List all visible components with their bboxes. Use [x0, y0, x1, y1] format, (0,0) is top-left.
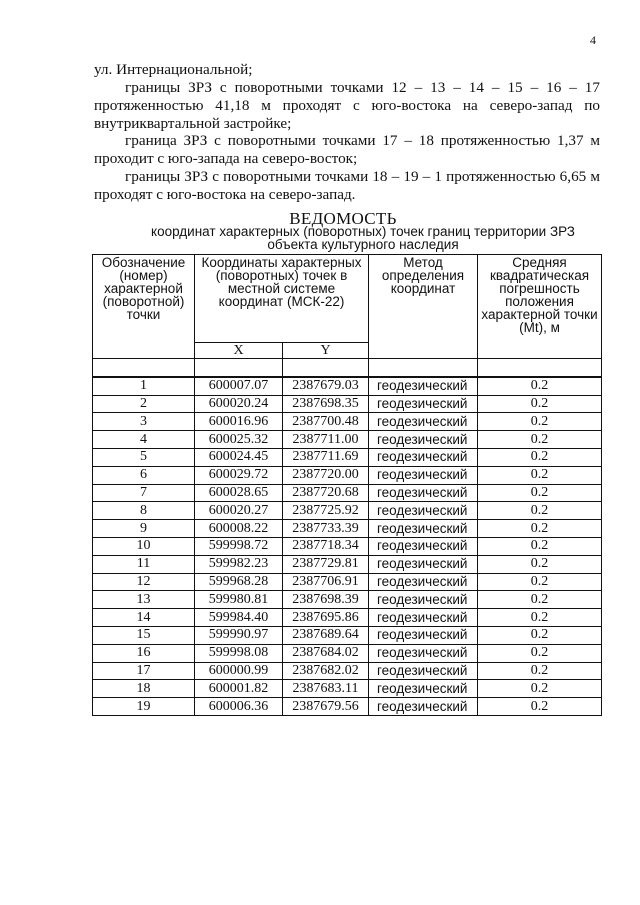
table-row: [93, 644, 602, 662]
error-cell: 0.2: [478, 413, 602, 431]
error-cell: 0.2: [478, 680, 602, 698]
header-method: Метод определения координат: [369, 255, 478, 359]
table-row: [93, 609, 602, 627]
table-row: [93, 466, 602, 484]
point-cell: 8: [93, 502, 195, 520]
error-cell: 0.2: [478, 502, 602, 520]
header-y: Y: [283, 343, 369, 359]
method-cell: геодезический: [369, 573, 478, 591]
table-row: [93, 573, 602, 591]
y-cell: 2387706.91: [283, 573, 369, 591]
error-cell: 0.2: [478, 662, 602, 680]
error-cell: 0.2: [478, 591, 602, 609]
x-cell: 600001.82: [195, 680, 283, 698]
point-cell: 7: [93, 484, 195, 502]
method-cell: геодезический: [369, 413, 478, 431]
method-cell: геодезический: [369, 644, 478, 662]
x-cell: 600020.27: [195, 502, 283, 520]
error-cell: 0.2: [478, 537, 602, 555]
method-cell: геодезический: [369, 662, 478, 680]
x-cell: 599984.40: [195, 609, 283, 627]
error-cell: 0.2: [478, 431, 602, 449]
x-cell: 600016.96: [195, 413, 283, 431]
point-cell: 11: [93, 555, 195, 573]
error-cell: 0.2: [478, 395, 602, 413]
method-cell: геодезический: [369, 555, 478, 573]
method-cell: геодезический: [369, 680, 478, 698]
error-cell: 0.2: [478, 484, 602, 502]
y-cell: 2387718.34: [283, 537, 369, 555]
table-row: [93, 377, 602, 395]
error-cell: 0.2: [478, 698, 602, 716]
method-cell: геодезический: [369, 609, 478, 627]
table-row: [93, 520, 602, 538]
method-cell: геодезический: [369, 484, 478, 502]
header-point: Обозначение (номер) характерной (поворотной) точки: [93, 255, 195, 359]
x-cell: 600029.72: [195, 466, 283, 484]
error-cell: 0.2: [478, 609, 602, 627]
y-cell: 2387711.00: [283, 431, 369, 449]
document-subtitle: объекта культурного наследия: [267, 237, 459, 252]
y-cell: 2387733.39: [283, 520, 369, 538]
header-coords: Координаты характерных (поворотных) точек в местной системе координат (МСК-22): [195, 255, 369, 343]
x-cell: 599998.08: [195, 644, 283, 662]
point-cell: 3: [93, 413, 195, 431]
y-cell: 2387695.86: [283, 609, 369, 627]
x-cell: 599980.81: [195, 591, 283, 609]
x-cell: 599998.72: [195, 537, 283, 555]
y-cell: 2387682.02: [283, 662, 369, 680]
header-x: X: [195, 343, 283, 359]
table-row: [93, 662, 602, 680]
y-cell: 2387683.11: [283, 680, 369, 698]
point-cell: 15: [93, 626, 195, 644]
point-cell: 13: [93, 591, 195, 609]
error-cell: 0.2: [478, 520, 602, 538]
y-cell: 2387698.35: [283, 395, 369, 413]
page-number: 4: [590, 33, 596, 47]
method-cell: геодезический: [369, 591, 478, 609]
document-subtitle: координат характерных (поворотных) точек границ территории ЗРЗ: [151, 224, 575, 239]
point-cell: 19: [93, 698, 195, 716]
x-cell: 599990.97: [195, 626, 283, 644]
paragraph: ул. Интернациональной;: [94, 61, 253, 78]
point-cell: 10: [93, 537, 195, 555]
y-cell: 2387684.02: [283, 644, 369, 662]
method-cell: геодезический: [369, 698, 478, 716]
method-cell: геодезический: [369, 520, 478, 538]
x-cell: 600028.65: [195, 484, 283, 502]
point-cell: 6: [93, 466, 195, 484]
error-cell: 0.2: [478, 555, 602, 573]
table-row: [93, 591, 602, 609]
table-body: [93, 377, 602, 716]
paragraph: граница ЗРЗ с поворотными точками 17 – 18 протяженностью 1,37 м проходит с юго-запада на северо-восток;: [94, 132, 600, 167]
error-cell: 0.2: [478, 644, 602, 662]
table-row: [93, 502, 602, 520]
x-cell: 599982.23: [195, 555, 283, 573]
table-row: [93, 413, 602, 431]
error-cell: 0.2: [478, 448, 602, 466]
method-cell: геодезический: [369, 431, 478, 449]
point-cell: 1: [93, 377, 195, 395]
table-row: [93, 555, 602, 573]
x-cell: 599968.28: [195, 573, 283, 591]
error-cell: 0.2: [478, 626, 602, 644]
x-cell: 600024.45: [195, 448, 283, 466]
y-cell: 2387720.00: [283, 466, 369, 484]
y-cell: 2387720.68: [283, 484, 369, 502]
point-cell: 16: [93, 644, 195, 662]
y-cell: 2387689.64: [283, 626, 369, 644]
point-cell: 12: [93, 573, 195, 591]
document-title: ВЕДОМОСТЬ: [289, 209, 397, 228]
y-cell: 2387700.48: [283, 413, 369, 431]
point-cell: 4: [93, 431, 195, 449]
y-cell: 2387725.92: [283, 502, 369, 520]
point-cell: 2: [93, 395, 195, 413]
table-row: [93, 431, 602, 449]
table-row: [93, 537, 602, 555]
error-cell: 0.2: [478, 573, 602, 591]
paragraph: границы ЗРЗ с поворотными точками 18 – 19 – 1 протяженностью 6,65 м проходят с юго-востока на северо-запад.: [94, 168, 600, 203]
y-cell: 2387679.03: [283, 377, 369, 395]
point-cell: 14: [93, 609, 195, 627]
table-row: [93, 626, 602, 644]
method-cell: геодезический: [369, 502, 478, 520]
y-cell: 2387679.56: [283, 698, 369, 716]
coordinates-table: [92, 254, 602, 716]
paragraph: границы ЗРЗ с поворотными точками 12 – 13 – 14 – 15 – 16 – 17 протяженностью 41,18 м проходят с юго-востока на северо-запад по внутриквартальной застройке;: [94, 79, 600, 132]
method-cell: геодезический: [369, 466, 478, 484]
x-cell: 600008.22: [195, 520, 283, 538]
table-row: [93, 484, 602, 502]
y-cell: 2387698.39: [283, 591, 369, 609]
table-row: [93, 395, 602, 413]
x-cell: 600000.99: [195, 662, 283, 680]
x-cell: 600006.36: [195, 698, 283, 716]
x-cell: 600025.32: [195, 431, 283, 449]
header-error: Средняя квадратическая погрешность положения характерной точки (Mt), м: [478, 255, 602, 359]
table-row: [93, 448, 602, 466]
point-cell: 17: [93, 662, 195, 680]
point-cell: 9: [93, 520, 195, 538]
point-cell: 5: [93, 448, 195, 466]
method-cell: геодезический: [369, 395, 478, 413]
x-cell: 600007.07: [195, 377, 283, 395]
table-row: [93, 680, 602, 698]
y-cell: 2387729.81: [283, 555, 369, 573]
table-row: [93, 698, 602, 716]
point-cell: 18: [93, 680, 195, 698]
x-cell: 600020.24: [195, 395, 283, 413]
method-cell: геодезический: [369, 448, 478, 466]
error-cell: 0.2: [478, 466, 602, 484]
y-cell: 2387711.69: [283, 448, 369, 466]
method-cell: геодезический: [369, 377, 478, 395]
method-cell: геодезический: [369, 626, 478, 644]
method-cell: геодезический: [369, 537, 478, 555]
error-cell: 0.2: [478, 377, 602, 395]
